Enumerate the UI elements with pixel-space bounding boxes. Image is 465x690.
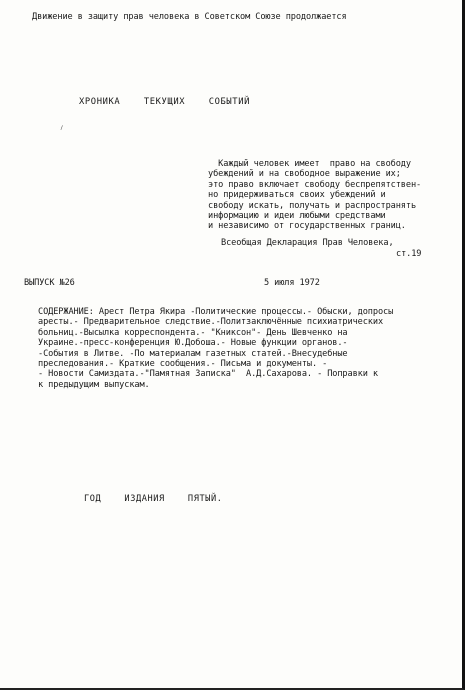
epigraph-line: но придерживаться своих убеждений и xyxy=(208,190,386,201)
contents-line: к предыдущим выпускам. xyxy=(38,379,150,390)
epigraph-article: ст.19 xyxy=(396,249,422,259)
pen-mark: ⸝ xyxy=(56,120,66,133)
contents-line: больниц.-Высылка корреспондента.- "Книксон"- День Шевченко на xyxy=(38,327,348,338)
document-title: ХРОНИКА ТЕКУЩИХ СОБЫТИЙ xyxy=(79,97,250,107)
table-of-contents xyxy=(38,307,458,390)
epigraph-line: информацию и идеи любыми средствами xyxy=(208,211,386,222)
epigraph-line: это право включает свободу беспрепятствен- xyxy=(208,179,422,190)
epigraph-line: и независимо от государственных границ. xyxy=(208,221,406,232)
epigraph-source: Всеобщая Декларация Прав Человека, xyxy=(221,238,394,248)
issue-number: ВЫПУСК №26 xyxy=(24,278,75,288)
issue-date: 5 июля 1972 xyxy=(264,278,320,288)
epigraph-line: убеждений и на свободное выражение их; xyxy=(208,169,401,180)
publication-year: ГОД ИЗДАНИЯ ПЯТЫЙ. xyxy=(84,494,223,504)
epigraph xyxy=(208,159,458,232)
contents-line: - Новости Самиздата.-"Памятная Записка" А.Д.Сахарова. - Поправки к xyxy=(38,369,378,380)
contents-line: СОДЕРЖАНИЕ: Арест Петра Якира -Политические процессы.- Обыски, допросы xyxy=(38,307,394,317)
contents-line: -События в Литве. -По материалам газетных статей.-Внесудебные xyxy=(38,348,348,359)
contents-line: аресты.- Предварительное следствие.-Политзаключённые психиатрических xyxy=(38,317,384,328)
contents-line: Украине.-пресс-конференция Ю.Добоша.- Новые функции органов.- xyxy=(38,338,348,349)
epigraph-line: свободу искать, получать и распространять xyxy=(208,200,417,211)
header-slogan: Движение в защиту прав человека в Советском Союзе продолжается xyxy=(32,12,347,22)
epigraph-line: Каждый человек имеет право на свободу xyxy=(208,159,411,169)
contents-line: преследования.- Краткие сообщения.- Письма и документы. - xyxy=(38,359,328,370)
